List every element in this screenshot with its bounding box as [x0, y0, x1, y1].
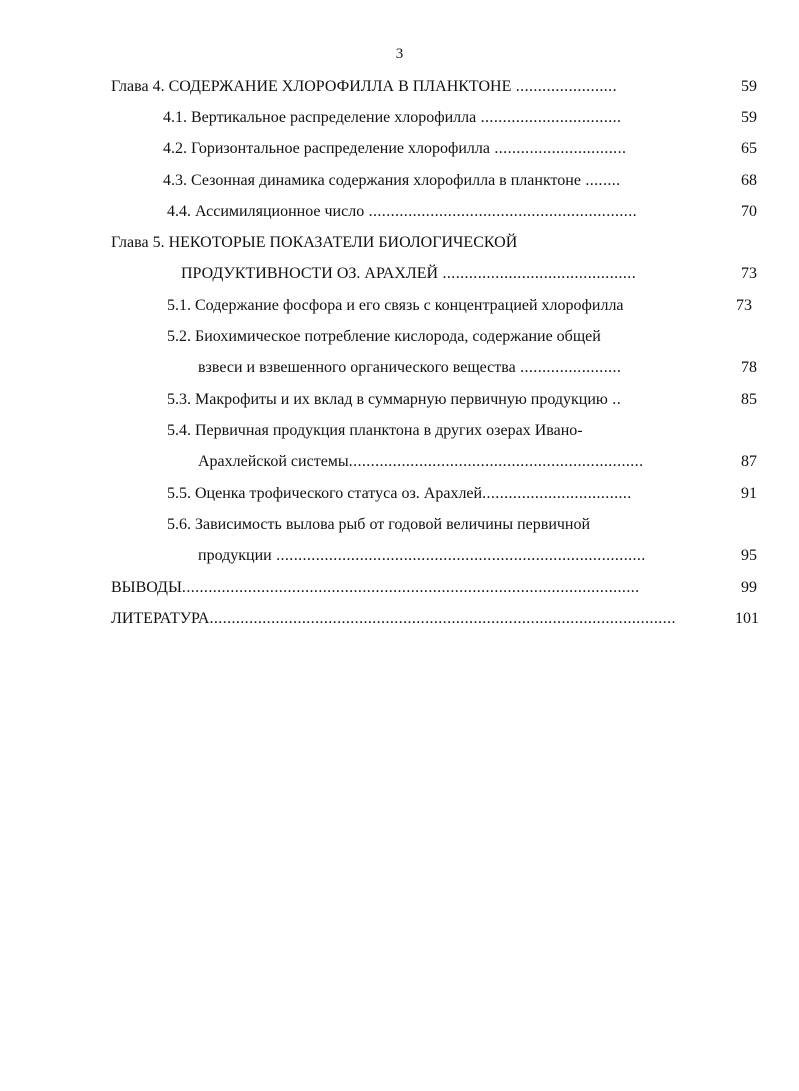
toc-leader-dots: .............................................................: [364, 203, 638, 220]
toc-leader-dots: ..: [607, 391, 622, 408]
toc-entry-title: ПРОДУКТИВНОСТИ ОЗ. АРАХЛЕЙ: [181, 265, 439, 282]
toc-page-number: 101: [735, 610, 759, 627]
toc-page-number: 73: [741, 265, 757, 282]
toc-entry-chapter-5: [111, 233, 517, 253]
toc-page-number: 85: [741, 391, 757, 408]
toc-leader-dots: ........: [580, 172, 621, 189]
toc-entry-title: Глава 5. НЕКОТОРЫЕ ПОКАЗАТЕЛИ БИОЛОГИЧЕСКОЙ: [111, 234, 518, 251]
toc-page-number: 68: [741, 172, 757, 189]
toc-entry-title: 4.3. Сезонная динамика содержания хлорофилла в планктоне: [163, 172, 581, 189]
toc-entry-5-4: [167, 421, 583, 441]
toc-entry-title: 5.1. Содержание фосфора и его связь с концентрацией хлорофилла: [167, 297, 624, 314]
toc-leader-dots: ....................................................................................: [271, 547, 646, 564]
toc-page-number: 95: [741, 547, 757, 564]
toc-entry-title: 4.1. Вертикальное распределение хлорофилла: [163, 109, 477, 126]
toc-leader-dots: ..................................: [482, 485, 632, 502]
toc-entry-title: продукции: [198, 547, 272, 564]
toc-entry-5-2-cont: [198, 358, 621, 378]
toc-entry-title: 5.6. Зависимость вылова рыб от годовой величины первичной: [167, 516, 591, 533]
toc-entry-4-1: [163, 108, 621, 128]
toc-leader-dots: ............................................: [438, 265, 637, 282]
toc-entry-5-2: [167, 327, 601, 347]
toc-entry-title: 5.2. Биохимическое потребление кислорода, содержание общей: [167, 328, 601, 345]
toc-entry-chapter-5-cont: [181, 264, 636, 284]
toc-entry-title: взвеси и взвешенного органического вещества: [198, 359, 516, 376]
toc-page-number: 73: [736, 297, 752, 314]
toc-page-number: 91: [741, 485, 757, 502]
toc-entry-4-2: [163, 139, 626, 159]
toc-entry-title: 5.3. Макрофиты и их вклад в суммарную первичную продукцию: [167, 391, 608, 408]
toc-leader-dots: ................................: [476, 109, 622, 126]
toc-entry-5-5: [167, 484, 632, 504]
toc-entry-4-3: [163, 171, 621, 191]
toc-entry-5-4-cont: [198, 452, 643, 472]
toc-page-number: 99: [741, 579, 757, 596]
toc-page-number: 59: [741, 109, 757, 126]
toc-entry-4-4: [167, 202, 637, 222]
toc-entry-5-6: [167, 515, 590, 535]
toc-entry-5-1: [167, 296, 624, 316]
toc-entry-5-3: [167, 390, 621, 410]
toc-page-number: 59: [741, 78, 757, 95]
toc-entry-title: Глава 4. СОДЕРЖАНИЕ ХЛОРОФИЛЛА В ПЛАНКТОНЕ: [111, 78, 512, 95]
toc-leader-dots: ..........................................................................................................: [209, 610, 676, 627]
toc-leader-dots: .......................: [511, 78, 617, 95]
toc-entry-5-6-cont: [198, 546, 646, 566]
toc-entry-title: 5.5. Оценка трофического статуса оз. Арахлей: [167, 485, 483, 502]
toc-leader-dots: .......................: [515, 359, 622, 376]
toc-entry-chapter-4: [111, 77, 617, 97]
toc-entry-title: 5.4. Первичная продукция планктона в других озерах Ивано-: [167, 422, 583, 439]
toc-page-number: 70: [741, 203, 757, 220]
toc-entry-conclusions: [111, 578, 640, 598]
toc-leader-dots: ........................................................................................................: [181, 579, 640, 596]
toc-page-number: 87: [741, 453, 757, 470]
toc-entry-references: [111, 609, 676, 629]
toc-page-number: 78: [741, 359, 757, 376]
toc-leader-dots: ..............................: [489, 140, 627, 157]
page-number: 3: [395, 46, 404, 62]
toc-entry-title: 4.2. Горизонтальное распределение хлорофилла: [163, 140, 490, 157]
toc-entry-title: ЛИТЕРАТУРА: [111, 610, 210, 627]
toc-entry-title: Арахлейской системы: [198, 453, 349, 470]
toc-entry-title: ВЫВОДЫ: [111, 579, 182, 596]
toc-page-number: 65: [741, 140, 757, 157]
toc-entry-title: 4.4. Ассимиляционное число: [167, 203, 365, 220]
toc-leader-dots: ...................................................................: [348, 453, 644, 470]
